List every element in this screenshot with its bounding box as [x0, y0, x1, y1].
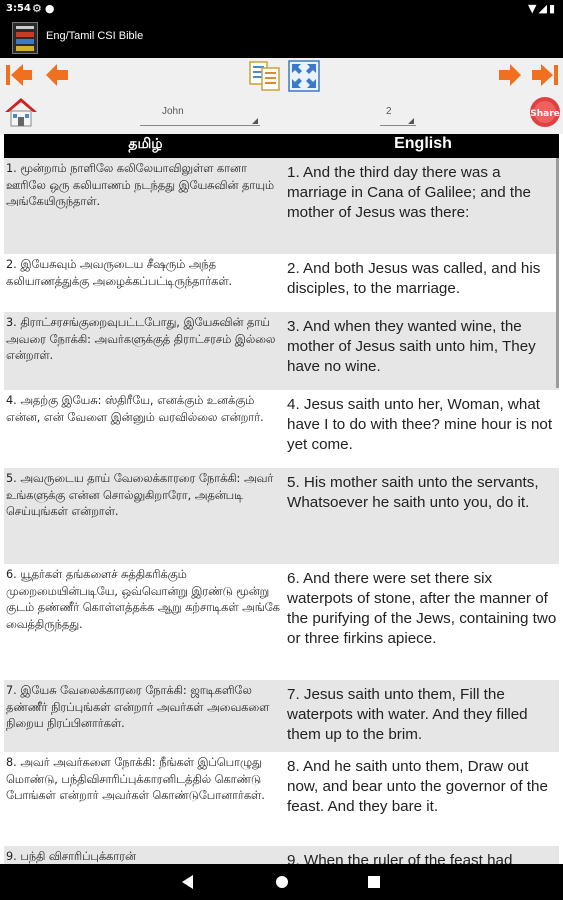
verse-table[interactable] — [4, 134, 559, 864]
tamil-column-header: தமிழ் — [128, 136, 163, 152]
verse-row[interactable] — [4, 846, 559, 864]
tamil-verse-text: 7. இயேசு வேலைக்காரரை நோக்கி: ஜாடிகளிலே தண்ணீர் நிரப்புங்கள் என்றார் அவர்கள் அவைகளை நிறைய நிரப்பினார்கள். — [6, 684, 270, 730]
table-header — [4, 134, 559, 158]
notification-icon: ● — [44, 2, 58, 15]
last-page-icon[interactable] — [530, 62, 560, 88]
back-icon[interactable] — [180, 874, 196, 890]
verse-row[interactable] — [4, 312, 559, 390]
chapter-value: 2 — [386, 106, 392, 117]
home-icon[interactable] — [4, 96, 38, 128]
tamil-verse-text: 1. மூன்றாம் நாளிலே கலிலேயாவிலுள்ள கானா ஊரிலே ஒரு கலியாணம் நடந்தது இயேசுவின் தாயும் அங்கேயிருந்தாள். — [6, 162, 274, 208]
tamil-verse-text: 8. அவர் அவர்களை நோக்கி: நீங்கள் இப்பொழுது மொண்டு, பந்திவிசாரிப்புக்காரனிடத்தில் கொண்டு போங்கள் என்றார் அவர்கள் கொண்டுபோனார்கள். — [6, 756, 265, 802]
system-nav-bar — [0, 864, 563, 900]
english-verse-text: 9. When the ruler of the feast had — [287, 852, 513, 864]
verse-row[interactable] — [4, 468, 559, 564]
book-value: John — [162, 106, 184, 117]
book-dropdown-icon — [252, 118, 258, 124]
english-verse-text: 3. And when they wanted wine, the mother of Jesus saith unto him, They have no wine. — [287, 318, 536, 375]
english-verse-text: 1. And the third day there was a marriage in Cana of Galilee; and the mother of Jesus was there: — [287, 164, 531, 221]
app-bar — [0, 18, 563, 58]
tamil-verse-text: 4. அதற்கு இயேசு: ஸ்திரீயே, எனக்கும் உனக்கும் என்ன, என் வேளை இன்னும் வரவில்லை என்றார். — [6, 394, 264, 424]
status-time: 3:54 — [6, 3, 31, 14]
status-right-icons — [528, 2, 557, 15]
book-selector[interactable] — [140, 100, 260, 126]
home-nav-icon[interactable] — [274, 874, 290, 890]
verse-row[interactable] — [4, 680, 559, 752]
status-bar — [0, 0, 563, 18]
chapter-selector[interactable] — [380, 100, 416, 126]
recents-icon[interactable] — [366, 874, 382, 890]
english-column-header: English — [394, 135, 452, 152]
verse-row[interactable] — [4, 254, 559, 312]
tamil-verse-text: 6. யூதர்கள் தங்களைச் சுத்திகரிக்கும் முறைமையின்படியே, ஒவ்வொன்று இரண்டு மூன்று குடம் தண்ணீர் கொள்ளத்தக்க ஆறு கற்சாடிகள் அங்கே வைத்திருந்தது. — [6, 568, 280, 631]
verse-row[interactable] — [4, 564, 559, 680]
verse-row[interactable] — [4, 390, 559, 468]
tamil-verse-text: 2. இயேசுவும் அவருடைய சீஷரும் அந்த கலியாணத்துக்கு அழைக்கப்பட்டிருந்தார்கள். — [6, 258, 233, 288]
chapter-dropdown-icon — [408, 118, 414, 124]
app-logo-icon — [12, 22, 38, 54]
book-selector-underline — [140, 125, 260, 126]
first-page-icon[interactable] — [4, 62, 34, 88]
english-verse-text: 2. And both Jesus was called, and his disciples, to the marriage. — [287, 260, 541, 297]
app-title: Eng/Tamil CSI Bible — [46, 30, 144, 42]
settings-icon: ⚙ — [32, 2, 45, 15]
verse-row[interactable] — [4, 158, 559, 254]
wifi-icon: ▼ — [528, 2, 539, 15]
english-verse-text: 6. And there were set there six waterpots of stone, after the manner of the purifying of the Jews, containing two or three firkins apiece. — [287, 570, 557, 647]
share-label: Share — [530, 109, 560, 119]
english-verse-text: 4. Jesus saith unto her, Woman, what have I to do with thee? mine hour is not yet come. — [287, 396, 553, 453]
verse-row[interactable] — [4, 752, 559, 846]
previous-page-icon[interactable] — [44, 62, 70, 88]
scrollbar-thumb[interactable] — [556, 158, 559, 388]
chapter-selector-underline — [380, 125, 416, 126]
view-mode-icon[interactable] — [248, 60, 282, 92]
tamil-verse-text: 3. திராட்சரசங்குறைவுபட்டபோது, இயேசுவின் தாய் அவரை நோக்கி: அவர்களுக்குத் திராட்சரசம் இல்லை என்றாள். — [6, 316, 276, 362]
share-icon[interactable] — [529, 96, 561, 128]
signal-icon: ◢ — [538, 2, 549, 15]
fullscreen-icon[interactable] — [288, 60, 320, 92]
status-left-icons — [32, 2, 57, 15]
english-verse-text: 7. Jesus saith unto them, Fill the waterpots with water. And they filled them up to the brim. — [287, 686, 528, 743]
next-page-icon[interactable] — [497, 62, 523, 88]
english-verse-text: 8. And he saith unto them, Draw out now, and bear unto the governor of the feast. And they bare it. — [287, 758, 548, 815]
english-verse-text: 5. His mother saith unto the servants, Whatsoever he saith unto you, do it. — [287, 474, 539, 511]
battery-icon: ▮ — [548, 2, 557, 15]
tamil-verse-text: 9. பந்தி விசாரிப்புக்காரன் — [6, 850, 136, 863]
tamil-verse-text: 5. அவருடைய தாய் வேலைக்காரரை நோக்கி: அவர் உங்களுக்கு என்ன சொல்லுகிறாரோ, அதன்படி செய்யுங்கள் என்றாள். — [6, 472, 274, 518]
